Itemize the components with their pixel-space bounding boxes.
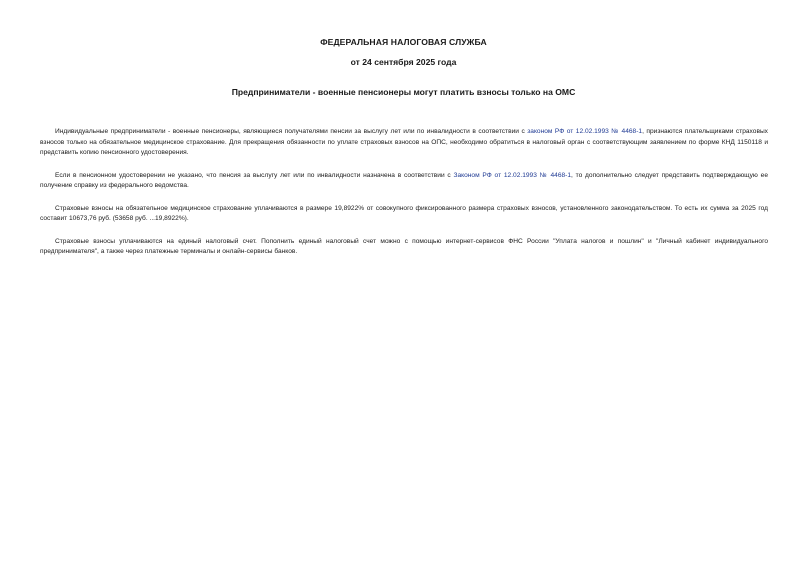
paragraph-3: Страховые взносы на обязательное медицинское страхование уплачиваются в размере 19,8922% от совокупного фиксированного размера страховых взносов, установленного законодательством. То есть их сумма за 2025 год составит 10673,76 руб. (53658 руб. ...19,8922%). xyxy=(40,204,768,222)
paragraph-2-text-end: , то дополнительно следует представить подтверждающую ее получение справку из федерального ведомства. xyxy=(40,171,769,189)
paragraph-1-text-start: Индивидуальные предприниматели - военные пенсионеры, являющиеся получателями пенсии за выслугу лет или по инвалидности в соответствии с xyxy=(55,128,528,135)
document-body xyxy=(40,127,768,270)
paragraph-1-text-end: , признаются плательщиками страховых взносов только на обязательное медицинское страхование. Для прекращения обязанности по уплате страховых взносов на ОПС, необходимо обратиться в налоговый орган с соответствующим заявлением по форме КНД 1150118 и представить копию пенсионного удостоверения. xyxy=(40,128,768,156)
paragraph-4: Страховые взносы уплачиваются на единый налоговый счет. Пополнить единый налоговый счет можно с помощью интернет-сервисов ФНС России "Уплата налогов и пошлин" и "Личный кабинет индивидуального предпринимателя", а также через платежные терминалы и онлайн-сервисы банков. xyxy=(40,237,768,255)
paragraph-2-text-start: Если в пенсионном удостоверении не указано, что пенсия за выслугу лет или по инвалидности назначена в соответствии с xyxy=(55,171,454,179)
document-heading: Предприниматели - военные пенсионеры могут платить взносы только на ОМС xyxy=(231,87,576,97)
paragraph-1 xyxy=(40,127,768,159)
law-link-4468-1[interactable]: законом РФ от 12.02.1993 № 4468-1 xyxy=(527,128,643,135)
organization-title: ФЕДЕРАЛЬНАЯ НАЛОГОВАЯ СЛУЖБА xyxy=(320,37,487,47)
law-link-4468-1-second[interactable]: Законом РФ от 12.02.1993 № 4468-1 xyxy=(453,171,572,179)
paragraph-2 xyxy=(40,171,768,192)
document-date: от 24 сентября 2025 года xyxy=(350,57,457,67)
